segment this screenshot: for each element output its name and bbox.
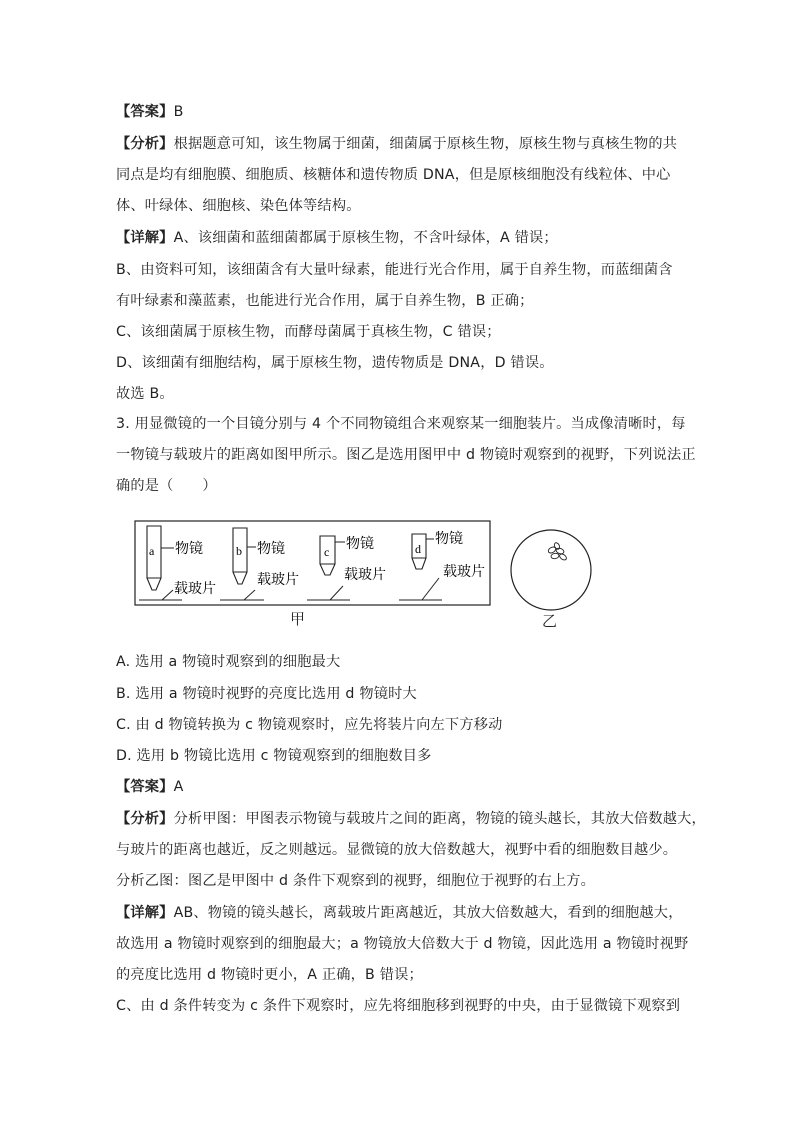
slide-d-pointer	[422, 578, 439, 600]
detail2-line-2: 故选用 a 物镜时观察到的细胞最大；a 物镜放大倍数大于 d 物镜，因此选用 a 物镜时视野	[116, 936, 689, 952]
analysis-line-1	[116, 134, 677, 154]
detail-line-2: B、由资料可知，该细菌含有大量叶绿素，能进行光合作用，属于自养生物，而蓝细菌含	[116, 262, 673, 278]
detail-text: AB、物镜的镜头越长，离载玻片距离越近，其放大倍数越大，看到的细胞越大，	[173, 905, 683, 921]
detail-line-6: 故选 B。	[116, 386, 174, 402]
detail-line-4: C、该细菌属于原核生物，而酵母菌属于真核生物，C 错误；	[116, 324, 501, 340]
lens-label-a: a	[149, 544, 155, 558]
option-b: B. 选用 a 物镜时视野的亮度比选用 d 物镜时大	[116, 686, 417, 702]
slide-c-pointer	[330, 586, 343, 600]
detail2-line-4: C、由 d 条件转变为 c 条件下观察时，应先将细胞移到视野的中央，由于显微镜下观察到	[116, 998, 681, 1014]
answer-line-2	[116, 777, 183, 797]
detail2-line-3: 的亮度比选用 d 物镜时更小，A 正确，B 错误；	[116, 967, 423, 983]
cell-icon	[551, 553, 560, 560]
analysis-line-3: 体、叶绿体、细胞核、染色体等结构。	[116, 198, 361, 214]
detail-text: A、该细菌和蓝细菌都属于原核生物，不含叶绿体，A 错误；	[173, 230, 558, 246]
lens-label-c: c	[324, 545, 330, 559]
caption-jia: 甲	[290, 610, 306, 628]
figure-jia-objectives	[134, 520, 492, 608]
detail-line-5: D、该细菌有细胞结构，属于原核生物，遗传物质是 DNA，D 错误。	[116, 355, 554, 371]
analysis-text: 分析甲图：甲图表示物镜与载玻片之间的距离，物镜的镜头越长，其放大倍数越大，	[173, 811, 706, 827]
objective-label-a: 物镜	[175, 541, 203, 557]
objective-c	[307, 535, 386, 600]
slide-a-pointer	[162, 590, 173, 600]
analysis2-line-1	[116, 809, 706, 829]
slide-b-pointer	[244, 590, 255, 600]
option-a: A. 选用 a 物镜时观察到的细胞最大	[116, 654, 341, 670]
analysis-text: 根据题意可知，该生物属于细菌，细菌属于原核生物，原核生物与真核生物的共	[173, 136, 678, 152]
detail-line-3: 有叶绿素和藻蓝素，也能进行光合作用，属于自养生物，B 正确；	[116, 293, 534, 309]
answer-line-1	[116, 102, 184, 122]
objective-label-d: 物镜	[435, 531, 463, 547]
detail-tag: 【详解】	[116, 905, 174, 921]
answer-value: A	[173, 779, 184, 795]
objective-a	[139, 526, 216, 600]
question-3-line-1: 3. 用显微镜的一个目镜分别与 4 个不同物镜组合来观察某一细胞装片。当成像清晰时，每	[116, 416, 686, 432]
objective-a-icon	[147, 526, 161, 590]
analysis-line-2: 同点是均有细胞膜、细胞质、核糖体和遗传物质 DNA，但是原核细胞没有线粒体、中心	[116, 167, 671, 183]
figure-yi-field-of-view	[508, 527, 594, 613]
view-field-circle	[511, 530, 591, 610]
slide-label-b: 载玻片	[257, 572, 299, 588]
detail-tag: 【详解】	[116, 230, 174, 246]
slide-label-a: 载玻片	[174, 581, 216, 597]
objective-b	[220, 528, 299, 600]
objective-label-c: 物镜	[346, 536, 374, 552]
slide-label-c: 载玻片	[344, 567, 386, 583]
objective-label-b: 物镜	[257, 541, 285, 557]
lens-label-d: d	[415, 542, 421, 556]
option-c: C. 由 d 物镜转换为 c 物镜观察时，应先将装片向左下方移动	[116, 717, 503, 733]
slide-label-d: 载玻片	[443, 564, 485, 580]
question-3-line-3: 确的是（ ）	[116, 478, 217, 494]
answer-tag: 【答案】	[116, 779, 174, 795]
detail-line-1	[116, 228, 558, 248]
analysis2-line-3: 分析乙图：图乙是甲图中 d 条件下观察到的视野，细胞位于视野的右上方。	[116, 873, 596, 889]
objective-d	[399, 530, 485, 600]
lens-label-b: b	[236, 544, 242, 558]
cell-icon	[553, 542, 560, 550]
option-d: D. 选用 b 物镜比选用 c 物镜观察到的细胞数目多	[116, 748, 432, 764]
analysis-tag: 【分析】	[116, 811, 174, 827]
analysis-tag: 【分析】	[116, 136, 174, 152]
question-3-line-2: 一物镜与载玻片的距离如图甲所示。图乙是选用图甲中 d 物镜时观察到的视野，下列说法正	[116, 447, 696, 463]
analysis2-line-2: 与玻片的距离也越近，反之则越远。显微镜的放大倍数越大，视野中看的细胞数目越少。	[116, 842, 678, 858]
caption-yi: 乙	[542, 612, 558, 630]
answer-tag: 【答案】	[116, 104, 174, 120]
detail2-line-1	[116, 903, 683, 923]
answer-value: B	[173, 104, 184, 120]
cells-cluster-icon	[547, 542, 567, 561]
